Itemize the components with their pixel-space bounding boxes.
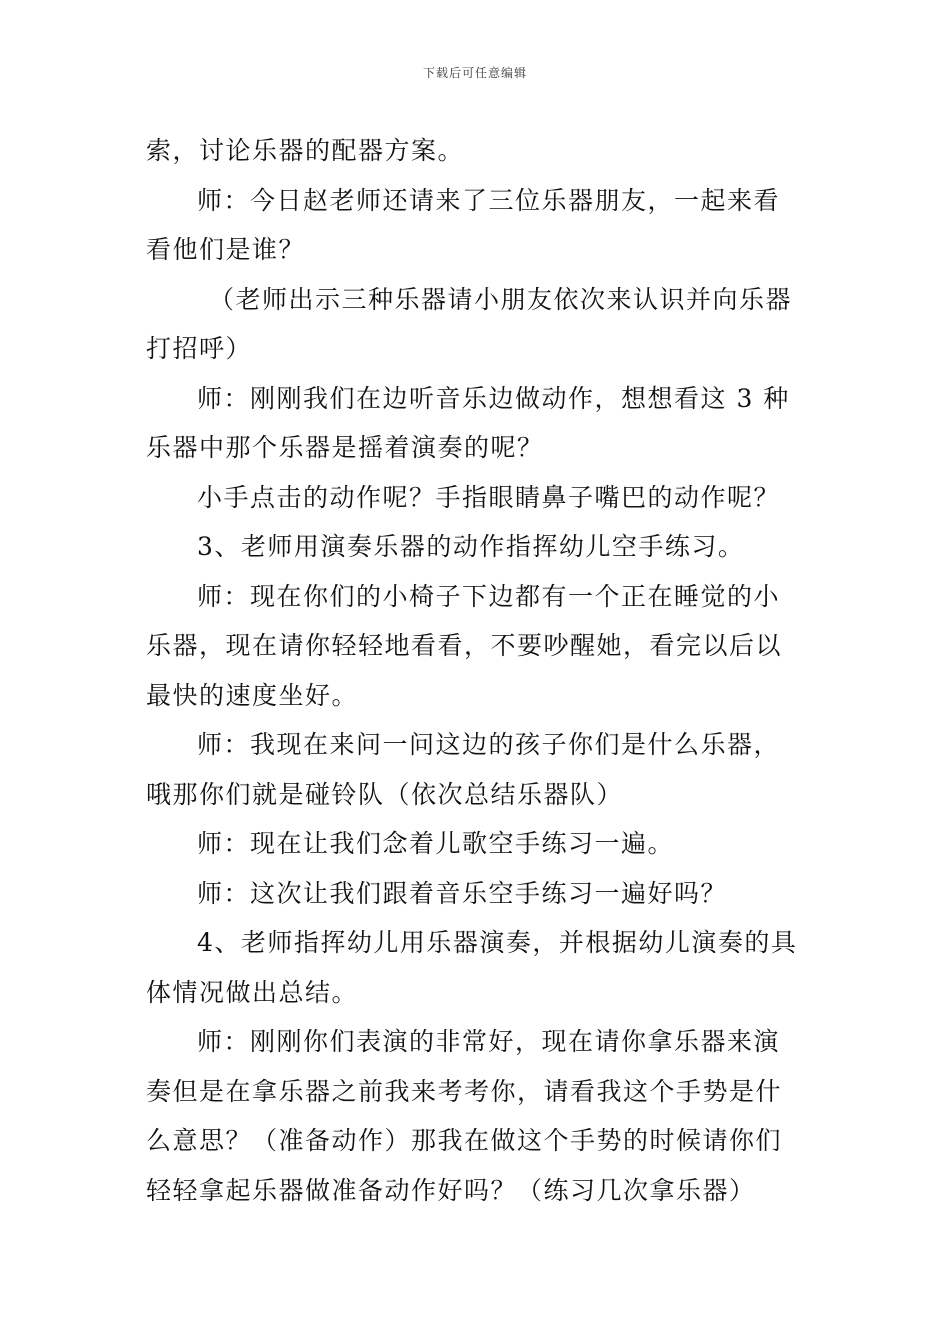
paragraph-1: 索，讨论乐器的配器方案。 bbox=[146, 136, 465, 165]
paragraph-11: 4、老师指挥幼儿用乐器演奏，并根据幼儿演奏的具体情况做出总结。 bbox=[146, 928, 798, 1007]
paragraph-12: 师：刚刚你们表演的非常好，现在请你拿乐器来演奏但是在拿乐器之前我来考考你，请看我这个手势是什么意思？（准备动作）那我在做这个手势的时候请你们轻轻拿起乐器做准备动作好吗？（练习几次拿乐器） bbox=[146, 1027, 783, 1205]
page-header: 下载后可任意编辑 bbox=[422, 66, 527, 80]
paragraph-5: 小手点击的动作呢？手指眼睛鼻子嘴巴的动作呢？ bbox=[197, 482, 781, 512]
paragraph-7: 师：现在你们的小椅子下边都有一个正在睡觉的小乐器，现在请你轻轻地看看，不要吵醒她，看完以后以最快的速度坐好。 bbox=[146, 581, 783, 710]
document-body bbox=[146, 126, 806, 1215]
paragraph-2: 师：今日赵老师还请来了三位乐器朋友，一起来看看他们是谁？ bbox=[146, 185, 781, 264]
paragraph-8: 师：我现在来问一问这边的孩子你们是什么乐器，哦那你们就是碰铃队（依次总结乐器队） bbox=[146, 730, 781, 809]
paragraph-6: 3、老师用演奏乐器的动作指挥幼儿空手练习。 bbox=[197, 532, 745, 561]
paragraph-10: 师：这次让我们跟着音乐空手练习一遍好吗？ bbox=[197, 878, 728, 908]
paragraph-3: （老师出示三种乐器请小朋友依次来认识并向乐器打招呼） bbox=[146, 284, 793, 363]
paragraph-4: 师：刚刚我们在边听音乐边做动作，想想看这 3 种乐器中那个乐器是摇着演奏的呢？ bbox=[146, 383, 790, 462]
paragraph-9: 师：现在让我们念着儿歌空手练习一遍。 bbox=[197, 829, 675, 858]
